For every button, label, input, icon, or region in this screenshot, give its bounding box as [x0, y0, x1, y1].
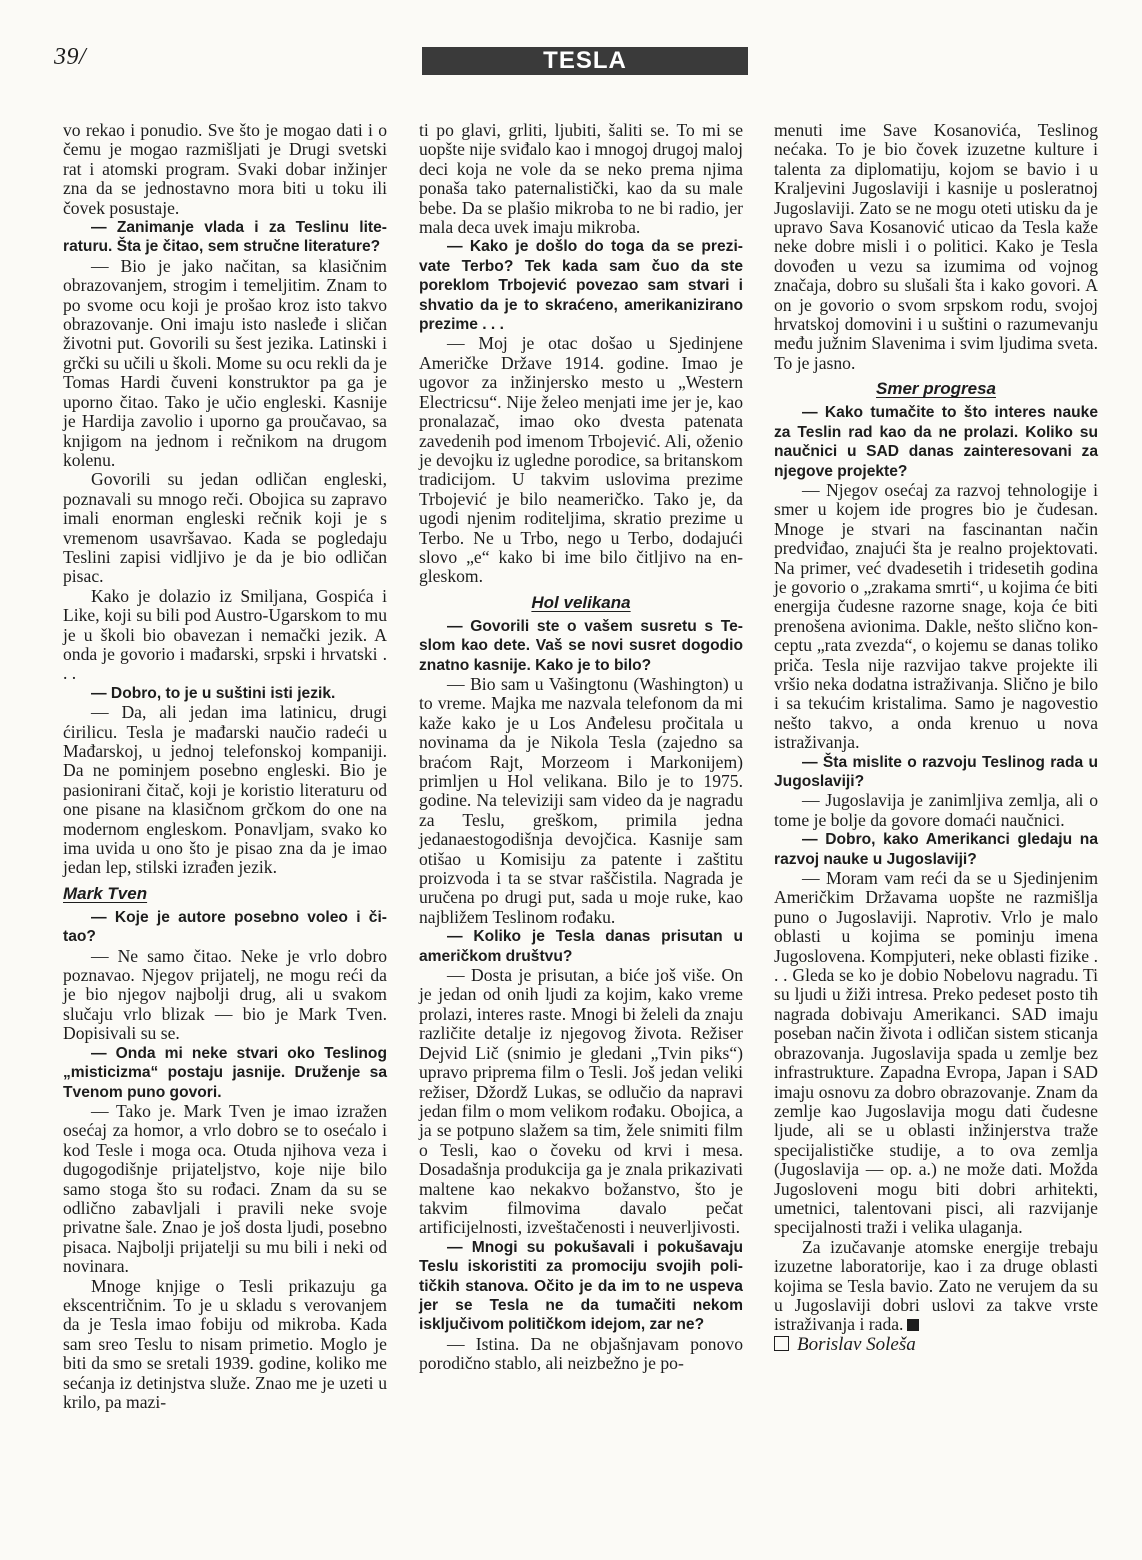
paragraph: — Ne samo čitao. Neke je vrlo dobro poznavao. Njegov prijatelj, ne mogu reći da je bio njegov najbolji drug, ali u svakom slučaju vrlo blizak — bio je Mark Tven. Dopisivali su se.: [63, 945, 387, 1044]
question: — Kako je došlo do toga da se prezivate Terbo? Tek kada sam čuo da ste poreklom Trbojević povezao sam stvari i shvatio da je to skraćeno, amerikanizirano prezime . . .: [419, 238, 743, 334]
paragraph: [774, 1238, 1098, 1335]
paragraph: — Dosta je prisutan, a biće još više. On je jedan od onih ljudi za kojim, kako vreme prolazi, interes raste. Mnogi bi želeli da znaju različite detalje iz njegovog života. Režiser Dejvid Lič (snimio je gledani „Tvin piks“) upravo priprema film o Tesli. Još jedan veliki režiser, Džordž Lukas, se odlučio da napravi jedan film o mom velikom rođaku. Obojica, a ja se potpuno slažem sa tim, žele snimiti film o Tesli, kao o čoveku od krvi i mesa. Dosadašnja produkcija ga je znala prikazivati maltene kao nekakvo božanstvo, što je takvim filmovima davalo pečat artificijelnosti, izveštačenosti i neuverljivosti.: [419, 965, 743, 1238]
question: — Onda mi neke stvari oko Teslinog „misticizma“ postaju jasnije. Druženje sa Tvenom puno govori.: [63, 1044, 387, 1101]
paragraph: Mnoge knjige o Tesli prikazuju ga ekscentričnim. To je u skladu s verovanjem da je Tesla imao fobiju od mikroba. Kada sam sreo Teslu to nisam primetio. Moglo je biti da smo se sretali 1939. godine, koliko me sećanja iz detinjstva služe. Znao me je uzeti u krilo, pa mazi-: [63, 1275, 387, 1412]
paragraph: ti po glavi, grliti, ljubiti, šaliti se. To mi se uopšte nije sviđalo kao i mnogoj drugoj maloj deci koja ne vole da se neko prema njima ponaša tako paternalistički, kao da su male bebe. Da se plašio mikroba to ne bi radio, jer mala deca uvek imaju mikroba.: [419, 120, 743, 238]
question: — Zanimanje vlada i za Teslinu literaturu. Šta je čitao, sem stručne literature?: [63, 219, 387, 256]
subheading: Mark Tven: [63, 883, 148, 903]
article-column-1: [63, 121, 387, 1412]
question: — Šta mislite o razvoju Teslinog rada u Jugoslaviji?: [774, 753, 1098, 790]
question: — Mnogi su pokušavali i pokušavaju Teslu iskoristiti za promociju svojih političkih stanova. Očito je da im to ne uspeva jer se Tesla ne da tumačiti nekom isključivom političkom idejom, zar ne?: [419, 1238, 743, 1334]
closing-paragraph-text: Za izučavanje atomske energije trebaju izuzetne laboratorije, kao i za druge oblasti kojima se Tesla bavio. Zato ne verujem da su u Jugoslaviji dobri uslovi za takve vrste istraživanja i rada.: [774, 1236, 1098, 1335]
paragraph: Kako je dolazio iz Smiljana, Gospića i Like, koji su bili pod Austro-Ugarskom to mu je u školi bio obavezan i nemački jezik. A onda je govorio i mađarski, srpski i hrvatski . . .: [63, 585, 387, 684]
question: — Dobro, kako Amerikanci gledaju na razvoj nauke u Jugoslaviji?: [774, 831, 1098, 868]
paragraph: Govorili su jedan odličan engleski, poznavali su mnogo reči. Obojica su zapravo imali enorman engleski rečnik koji je s vremenom usavršavao. Kada se pogledaju Teslini zapisi vidljivo je da je bio odličan pisac.: [63, 469, 387, 587]
paragraph: — Njegov osećaj za razvoj tehnologije i smer u kojem ide progres bio je čudesan. Mnoge je stvari na fascinantan način predviđao, znajući šta je realno projektovati. Na primer, već dvadesetih i tridesetih godina je govorio o „zrakama smrti“, u kojima će biti energija čudesne razorne snage, koja će biti prenošena avionima. Dakle, nešto slično konceptu „rata zvezda“, o kojemu se danas toliko priča. Tesla nije razvijao takve projekte ili vršio neka dodatna istraživanja. Slično je bilo i sa tekućim kristalima. Samo je nagovestio nešto takvo, a onda krenuo u nova istraživanja.: [774, 479, 1098, 753]
byline-box-icon: [774, 1336, 789, 1351]
subheading: Hol velikana: [531, 592, 631, 612]
paragraph: — Da, ali jedan ima latinicu, drugi ćirilicu. Tesla je mađarski naučio radeći u Mađarskoj, u jednoj telefonskoj kompaniji. Da ne pominjem posebno engleski. Bio je pasionirani čitač, koji je koristio literaturu od one pisane na klasičnom grčkom do one na modernom engleskom. Ponavljam, svako ko ima uvida u ono što je pisao zna da je imao jedan lep, stilski izrađen jezik.: [63, 702, 387, 878]
page-number: 39/: [54, 44, 87, 70]
question: — Kako tumačite to što interes nauke za Teslin rad kao da ne prolazi. Koliko su naučnici u SAD danas zainteresovani za njegove projekte?: [774, 404, 1098, 480]
end-mark-icon: [907, 1319, 919, 1331]
paragraph: — Tako je. Mark Tven je imao izražen osećaj za homor, a vrlo dobro se to osećalo i kod Tesle i moga oca. Otuda njihova veza i dugogodišnje prijateljstvo, koje nije bilo samo stoga što su rođaci. Znam da su se odlično zabavljali i pravili neke svoje privatne šale. Znao je još dosta ljudi, posebno pisaca. Najbolji prijatelji su mu bili i neki od novinara.: [63, 1100, 387, 1277]
section-title: TESLA: [422, 47, 748, 75]
subheading: Smer progresa: [876, 379, 996, 399]
paragraph: — Bio je jako načitan, sa klasičnim obrazovanjem, strogim i temeljitim. Znam to po svome ocu koji je prošao kroz isto takvo obrazovanje. Oni imaju isto nasleđe i sličan životni put. Govorili su šest jezika. Latinski i grčki su učili u školi. Mome su ocu rekli da je Tomas Hardi čuveni konstruktor pa ga je uporno čitao. Tako je učio engleski. Kasnije je Hardija zavolio i uporno ga proučavao, sa knjigom na jednom i rečnikom na drugom kolenu.: [63, 255, 387, 470]
article-column-3: [774, 121, 1098, 1354]
paragraph: menuti ime Save Kosanovića, Teslinog nećaka. To je bio čovek izuzetne kulture i talenta za diplomatiju, kojom se bavio i u Kraljevini Jugoslaviji i kasnije u posleratnoj Jugoslaviji. Zato se ne mogu oteti utisku da je upravo Sava Kosanović uticao da Tesla kaže neke dobre misli i o politici. Kako je Tesla dovođen u vezu sa izumima od vojnog značaja, dobro su slušali šta i kako govori. A on je govorio o svom srpskom rodu, svojoj hrvatskoj domovini i u suštini o razumevanju među južnim Slavenima i svim ljudima sveta. To je jasno.: [774, 120, 1098, 373]
paragraph: — Moram vam reći da se u Sjedinjenim Američkim Državama uopšte ne razmišlja puno o Jugoslaviji. Naprotiv. Vrlo je malo oblasti u kojima se pominju imena Jugoslovena. Kompjuteri, neke oblasti fizike . . . Gleda se ko je dobio Nobelovu nagradu. Ti su ljudi u žiži intresa. Preko pedeset posto tih nagrada dobivaju Amerikanci. SAD imaju poseban način života i odličan sistem sticanja obrazovanja. Jugoslavija spada u zemlje bez infrastrukture. Zapadna Evropa, Japan i SAD imaju osnovu za dobro obrazovanje. Znam da zemlje kao Jugoslavija mogu dati čudesne ljude, ali se u oblasti inžinjerstva traže specijalističke studije, a to ova zemlja (Jugoslavija — op. a.) ne može dati. Možda Jugosloveni mogu biti dobri arhitekti, umetnici, talentovani pisci, ali razvijanje specijalnosti traži i velika ulaganja.: [774, 868, 1098, 1238]
author-name: Borislav Soleša: [797, 1333, 916, 1355]
paragraph: — Istina. Da ne objašnjavam ponovo porodično stablo, ali neizbežno je po-: [419, 1333, 743, 1374]
question: — Govorili ste o vašem susretu s Teslom kao dete. Vaš se novi susret dogodio znatno kasnije. Kako je to bilo?: [419, 617, 743, 674]
article-column-2: [419, 121, 743, 1374]
paragraph: — Jugoslavija je zanimljiva zemlja, ali o tome je bolje da govore domaći naučnici.: [774, 790, 1098, 830]
question: — Koliko je Tesla danas prisutan u američkom društvu?: [419, 928, 743, 965]
question: — Koje je autore posebno voleo i čitao?: [63, 908, 387, 946]
paragraph: — Moj je otac došao u Sjedinjene Američke Države 1914. godine. Imao je ugovor za inžinjersko mesto u „Western Electricsu“. Nije želeo menjati ime jer je, kao pronalazač, imao oko dvesta patenata zavedenih pod imenom Trbojević. Ali, oženio je devojku iz ugledne porodice, sa britanskom tradicijom. U takvim uslovima prezime Trbojević je bilo neameričko. Tako je, da ugodi njenim roditeljima, skratio prezime u Terbo. Ne u Trbo, nego u Terbo, dodajući slovo „e“ kako bi ime bilo čitljivo na engleskom.: [419, 333, 743, 587]
byline: [774, 1335, 1098, 1354]
paragraph: vo rekao i ponudio. Sve što je mogao dati i o čemu je mogao razmišljati je Drugi svetski rat i atomski program. Svaki dobar inžinjer zna da se jednostavno mora biti u toku ili čovek posustaje.: [63, 120, 387, 218]
question: — Dobro, to je u suštini isti jezik.: [91, 684, 336, 702]
paragraph: — Bio sam u Vašingtonu (Washington) u to vreme. Majka me nazvala telefonom da mi kaže kako je u Los Anđelesu pročitala u novinama da je Nikola Tesla (zajedno sa braćom Rajt, Morzeom i Markonijem) primljen u Hol velikana. Bilo je to 1975. godine. Na televiziji sam video da je nagradu za Teslu, greškom, primila jedna jedanaestogodišnja devojčica. Kasnije sam otišao u Komisiju za patente i zaštitu proizvoda i ta se stvar raščistila. Nagrada je uručena po drugi put, sada u moje ruke, kao najbližem Teslinom rođaku.: [419, 673, 743, 927]
